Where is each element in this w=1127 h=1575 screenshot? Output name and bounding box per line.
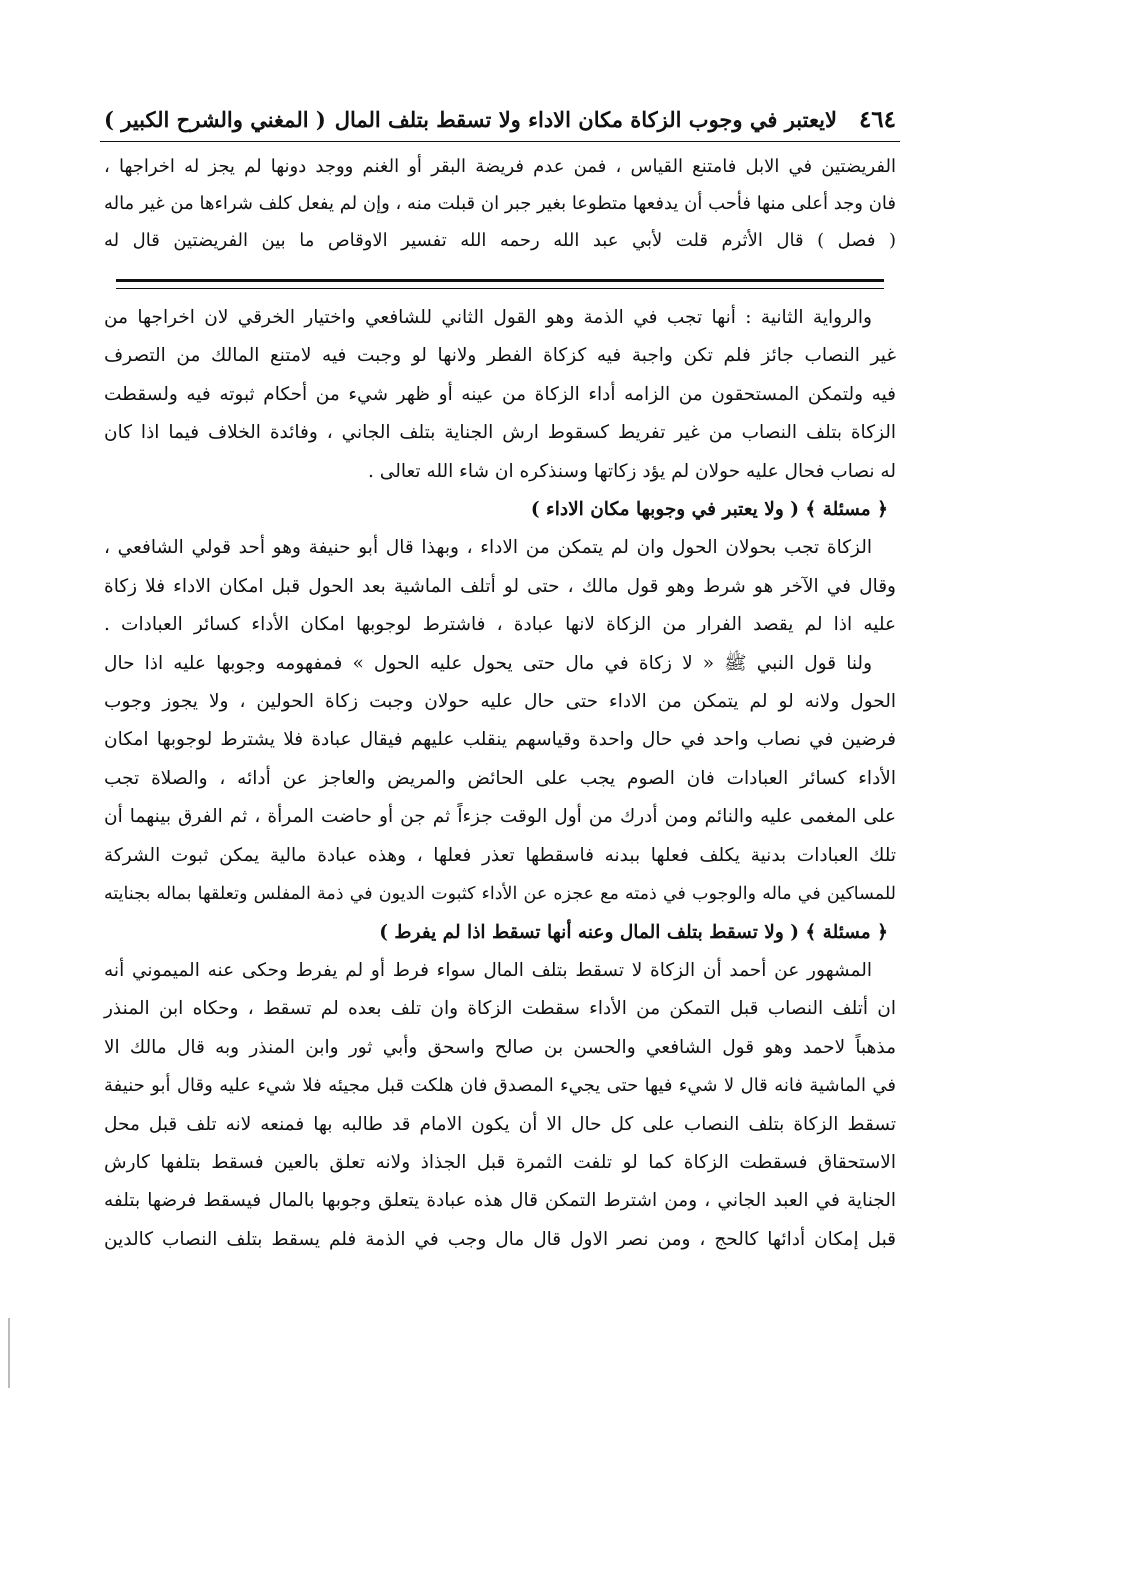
text-line: في الماشية فانه قال لا شيء فيها حتى يجيء المصدق فان هلكت قبل مجيئه فلا شيء عليه وقال أبو حنيفة — [104, 1075, 896, 1097]
masala-heading: ﴿ مسئلة ﴾ ( ولا يعتبر في وجوبها مكان الاداء ) — [530, 499, 888, 521]
text-line: للمساكين في ماله والوجوب في ذمته مع عجزه عن الأداء كثبوت الديون في ذمة المفلس وتعلقها بماله بجنايته — [104, 884, 896, 905]
text-line: تسقط الزكاة بتلف النصاب على كل حال الا أن يكون الامام قد طالبه بها فمنعه لانه تلف قبل محل — [104, 1113, 896, 1135]
page — [100, 105, 900, 1259]
scan-edge-mark — [8, 1318, 10, 1388]
book-title: ( المغني والشرح الكبير ) — [104, 107, 326, 132]
page-number: ٤٦٤ — [858, 106, 896, 133]
text-line: الأداء كسائر العبادات فان الصوم يجب على الحائض والمريض والعاجز عن أدائه ، والصلاة تجب — [104, 767, 896, 789]
section-divider — [116, 279, 884, 289]
page-header — [100, 105, 900, 142]
text-line: المشهور عن أحمد أن الزكاة لا تسقط بتلف المال سواء فرط أو لم يفرط وحكى عنه الميموني أنه — [104, 959, 872, 981]
text-line: الزكاة بتلف النصاب من غير تفريط كسقوط ارش الجناية بتلف الجاني ، وفائدة الخلاف فيما اذا كان — [104, 422, 896, 444]
text-line: على المغمى عليه والنائم ومن أدرك من أول الوقت جزءاً ثم جن أو حاضت المرأة ، ثم الفرق بينهما أن — [104, 806, 896, 828]
lower-text-block — [100, 289, 900, 1259]
text-line: عليه اذا لم يقصد الفرار من الزكاة لانها عبادة ، فاشترط لوجوبها امكان الأداء كسائر العبادات . — [104, 614, 896, 636]
text-line: له نصاب فحال عليه حولان لم يؤد زكاتها وسنذكره ان شاء الله تعالى . — [368, 460, 896, 482]
masala-heading: ﴿ مسئلة ﴾ ( ولا تسقط بتلف المال وعنه أنها تسقط اذا لم يفرط ) — [379, 921, 888, 943]
text-line: فان وجد أعلى منها فأحب أن يدفعها متطوعا بغير جبر ان قبلت منه ، وإن لم يفعل كلف شراءها من غير ماله — [103, 193, 896, 214]
text-line: ولنا قول النبي ﷺ « لا زكاة في مال حتى يحول عليه الحول » فمفهومه وجوبها عليه اذا حال — [104, 652, 872, 674]
text-line: وقال في الآخر هو شرط وهو قول مالك ، حتى لو أتلف الماشية بعد الحول قبل امكان الاداء فلا زكاة — [104, 575, 896, 597]
text-line: الزكاة تجب بحولان الحول وان لم يتمكن من الاداء ، وبهذا قال أبو حنيفة وهو أحد قولي الشافعي ، — [104, 537, 872, 559]
text-line: الجناية في العبد الجاني ، ومن اشترط التمكن قال هذه عبادة يتعلق وجوبها بالمال فيسقط فرضها بتلفه — [104, 1190, 896, 1212]
text-line: الاستحقاق فسقطت الزكاة كما لو تلفت الثمرة قبل الجذاذ ولانه تعلق بالعين فسقط بتلفها كارش — [104, 1151, 896, 1173]
text-line: فيه ولتمكن المستحقون من الزامه أداء الزكاة من عينه أو ظهر شيء من أحكام ثبوته فيه ولسقطت — [104, 383, 896, 405]
running-title: لايعتبر في وجوب الزكاة مكان الاداء ولا تسقط بتلف المال — [334, 107, 837, 132]
text-line: ان أتلف النصاب قبل التمكن من الأداء سقطت الزكاة وان تلف بعده لم تسقط ، وحكاه ابن المنذر — [104, 998, 896, 1020]
text-line: قبل إمكان أدائها كالحج ، ومن نصر الاول قال مال وجب في الذمة فلم يسقط بتلف النصاب كالدين — [104, 1228, 896, 1250]
text-line: الفريضتين في الابل فامتنع القياس ، فمن عدم فريضة البقر أو الغنم ووجد دونها لم يجز له اخراجها ، — [104, 156, 896, 177]
text-line: الحول ولانه لو لم يتمكن من الاداء حتى حال عليه حولان وجبت زكاة الحولين ، ولا يجوز وجوب — [104, 691, 896, 713]
section-heading-line: ( فصل ) قال الأثرم قلت لأبي عبد الله رحمه الله تفسير الاوقاص ما بين الفريضتين قال له — [104, 230, 896, 251]
text-line: والرواية الثانية : أنها تجب في الذمة وهو القول الثاني للشافعي واختيار الخرقي لان اخراجها من — [104, 307, 872, 328]
text-line: تلك العبادات بدنية يكلف فعلها ببدنه فاسقطها تعذر فعلها ، وهذه عبادة مالية يمكن ثبوت الشركة — [104, 844, 896, 866]
text-line: غير النصاب جائز فلم تكن واجبة فيه كزكاة الفطر ولانها لو وجبت فيه لامتنع المالك من التصرف — [104, 345, 896, 367]
text-line: فرضين في نصاب واحد في حال واحدة وقياسهم ينقلب عليهم فيقال عبادة فلا يشترط لوجوبها امكان — [104, 729, 896, 751]
text-line: مذهباً لاحمد وهو قول الشافعي والحسن بن صالح واسحق وأبي ثور وابن المنذر وبه قال مالك الا — [104, 1036, 896, 1058]
upper-text-block — [100, 142, 900, 259]
